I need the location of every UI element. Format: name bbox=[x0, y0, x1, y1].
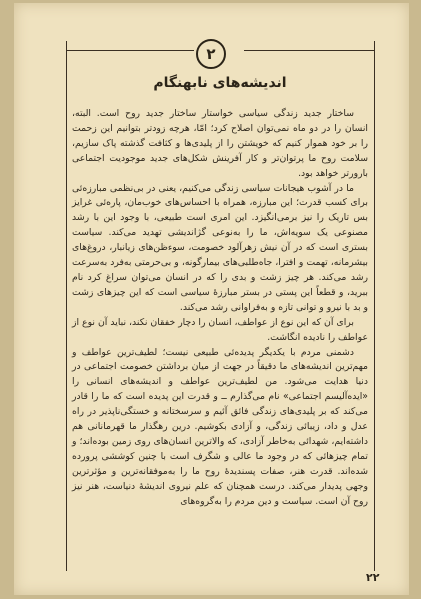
paragraph: ساختار جدید زندگی سیاسی خواستار ساختار جدید روح است. البته، انسان را در دو ماه نمی‌توان اصلاح کرد؛ امّا، هرچه زودتر بتوانیم این زحمت را بر خود هموار کنیم که خویشتن را از پلیدی‌ها و کثافت گذشته پاک سازیم، سلامت روح ما پرتوان‌تر و کار آفرینش شکل‌های جدید موجودیت اجتماعی بارورتر خواهد بود. bbox=[72, 108, 368, 179]
header-rule-left bbox=[66, 50, 194, 51]
book-page bbox=[14, 3, 409, 595]
paragraph: برای آن که این نوع از عواطف، انسان را دچار خفقان نکند، نباید آن نوع از عواطف را نادیده انگاشت. bbox=[72, 316, 368, 343]
header-rule-right bbox=[244, 50, 374, 51]
paragraph: ما در آشوب هیجانات سیاسی زندگی می‌کنیم، یعنی در بی‌نظمی مبارزه‌ئی برای کسب قدرت؛ این مبارزه، همراه با احساس‌های خوب‌مان، پاره‌ئی غرایز بس تاریک را نیز برمی‌انگیزد. این امری است طبیعی، با وجود این با رشد مصنوعی یک سویه‌اش، ما را به‌نوعی گژاندیشی تهدید می‌کند. سیاست بستری است که در آن نیش زهرآلود خصومت، سوءظن‌های زیانبار، دروغ‌های بیشرمانه، تهمت و افترا، جاه‌طلبی‌های بیمارگونه، و بی‌حرمتی به‌فرد به‌سرعت رشد می‌کند. هر چیز زشت و بدی را که در انسان می‌توان سراغ کرد نام ببرید، و قطعاً این پستی در بستر مبارزهٔ سیاسی است که این چیزهای زشت و بد با نیرو و توانی تازه و به‌فراوانی رشد می‌کند. bbox=[72, 182, 368, 313]
left-margin-rule bbox=[66, 41, 67, 571]
chapter-number: ۲ bbox=[206, 45, 216, 63]
page-number: ۲۲ bbox=[366, 571, 380, 584]
right-margin-rule bbox=[374, 41, 375, 571]
paragraph: دشمنی مردم با یکدیگر پدیده‌ئی طبیعی نیست؛ لطیف‌ترین عواطف و مهم‌ترین اندیشه‌های ما دقیقاً در جهت از میان برداشتن خصومت اجتماعی در دنیا هدایت می‌شود. من لطیف‌ترین عواطف و اندیشه‌های انسانی را «ایده‌آلیسم اجتماعی» نام می‌گذارم ــ و قدرت این پدیده است که ما را قادر می‌کند که بر پلیدی‌های زندگی فائق آئیم و سرسختانه و خستگی‌ناپذیر در راه عدل و داد، زیبائی زندگی، و آزادی بکوشیم. درین رهگذار ما قهرمانانی هم داشته‌ایم، شهدائی به‌خاطر آزادی، که والاترین انسان‌های روی زمین بوده‌اند؛ و تمام چیزهائی که در وجود ما عالی و شگرف است با چنین کوششی پرورده شده‌اند. قدرت هنر، صفات پسندیدهٔ روح ما را به‌موفقانه‌ترین و مؤثرترین وجهی پدیدار می‌کند. درست همچنان که علم نیروی اندیشهٔ دنیاست، هنر نیز روح آن است. سیاست و دین مردم را به‌گروه‌های bbox=[72, 346, 368, 507]
body-text bbox=[72, 107, 368, 509]
chapter-number-badge bbox=[196, 39, 226, 69]
chapter-title: اندیشه‌های نابهنگام bbox=[153, 75, 287, 91]
